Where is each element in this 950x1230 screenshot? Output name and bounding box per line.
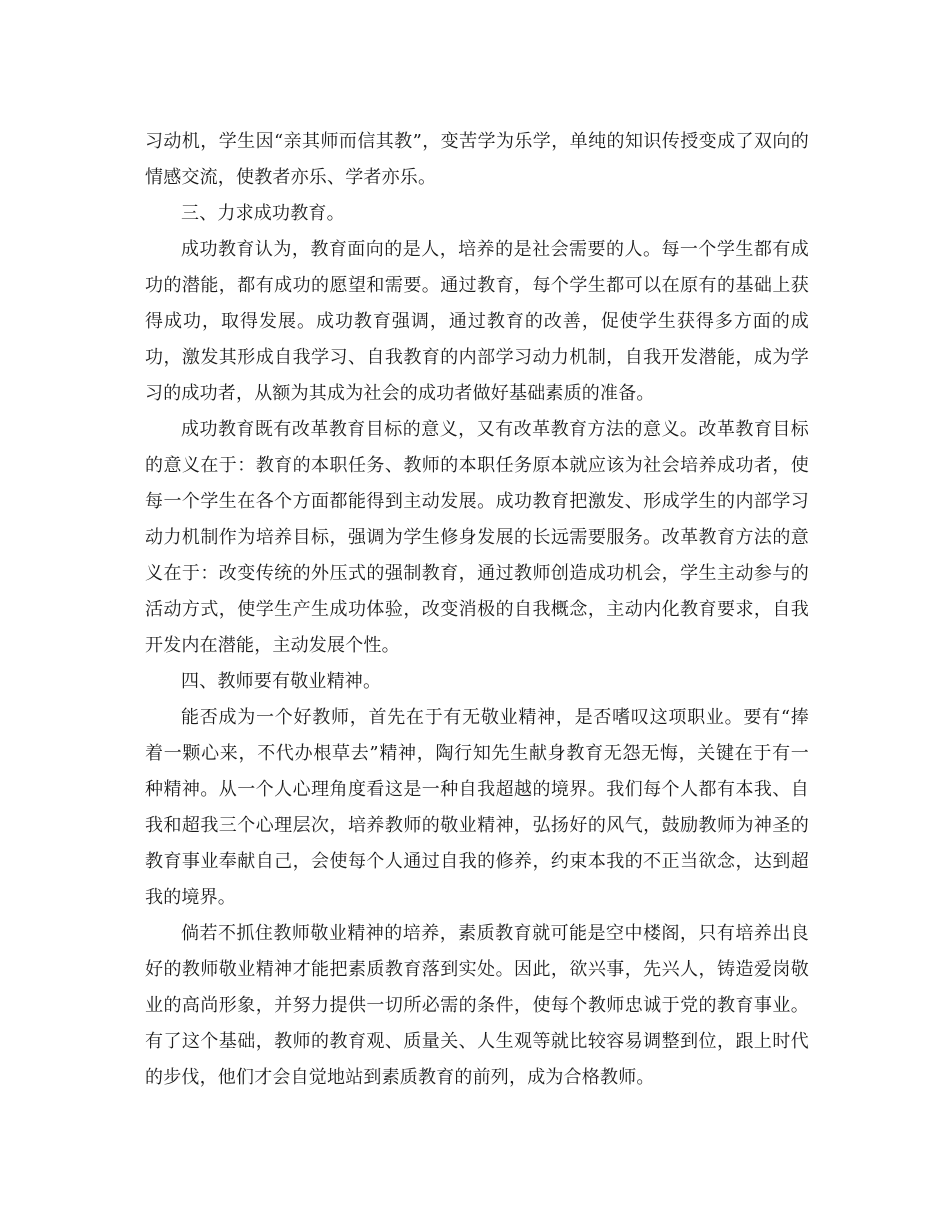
section-heading-4: 四、教师要有敬业精神。 <box>181 671 382 692</box>
paragraph-success-education: 成功教育认为，教育面向的是人，培养的是社会需要的人。每一个学生都有成功的潜能，都有成功的愿望和需要。通过教育，每个学生都可以在原有的基础上获得成功，取得发展。成功教育强调，通过教育的改善，促使学生获得多方面的成功，激发其形成自我学习、自我教育的内部学习动力机制，自我开发潜能，成为学习的成功者，从额为其成为社会的成功者做好基础素质的准备。 <box>145 239 809 404</box>
paragraph-dedication: 能否成为一个好教师，首先在于有无敬业精神，是否嗜叹这项职业。要有“捧着一颗心来，不代办根草去”精神，陶行知先生献身教育无怨无悔，关键在于有一种精神。从一个人心理角度看这是一种自我超越的境界。我们每个人都有本我、自我和超我三个心理层次，培养教师的敬业精神，弘扬好的风气，鼓励教师为神圣的教育事业奉献自己，会使每个人通过自我的修养，约束本我的不正当欲念，达到超我的境界。 <box>145 707 809 908</box>
paragraph-reform-meaning: 成功教育既有改革教育目标的意义，又有改革教育方法的意义。改革教育目标的意义在于：教育的本职任务、教师的本职任务原本就应该为社会培养成功者，使每一个学生在各个方面都能得到主动发展。成功教育把激发、形成学生的内部学习动力机制作为培养目标，强调为学生修身发展的长远需要服务。改革教育方法的意义在于：改变传统的外压式的强制教育，通过教师创造成功机会，学生主动参与的活动方式，使学生产生成功体验，改变消极的自我概念，主动内化教育要求，自我开发内在潜能，主动发展个性。 <box>145 419 809 656</box>
document-page <box>145 124 809 1096</box>
section-heading-3: 三、力求成功教育。 <box>181 203 345 224</box>
paragraph-conclusion: 倘若不抓住教师敬业精神的培养，素质教育就可能是空中楼阁，只有培养出良好的教师敬业精神才能把素质教育落到实处。因此，欲兴事，先兴人，铸造爱岗敬业的高尚形象，并努力提供一切所必需的条件，使每个教师忠诚于党的教育事业。有了这个基础，教师的教育观、质量关、人生观等就比较容易调整到位，跟上时代的步伐，他们才会自觉地站到素质教育的前列，成为合格教师。 <box>145 923 809 1088</box>
paragraph-continuation: 习动机，学生因“亲其师而信其教”，变苦学为乐学，单纯的知识传授变成了双向的情感交流，使教者亦乐、学者亦乐。 <box>145 131 809 188</box>
